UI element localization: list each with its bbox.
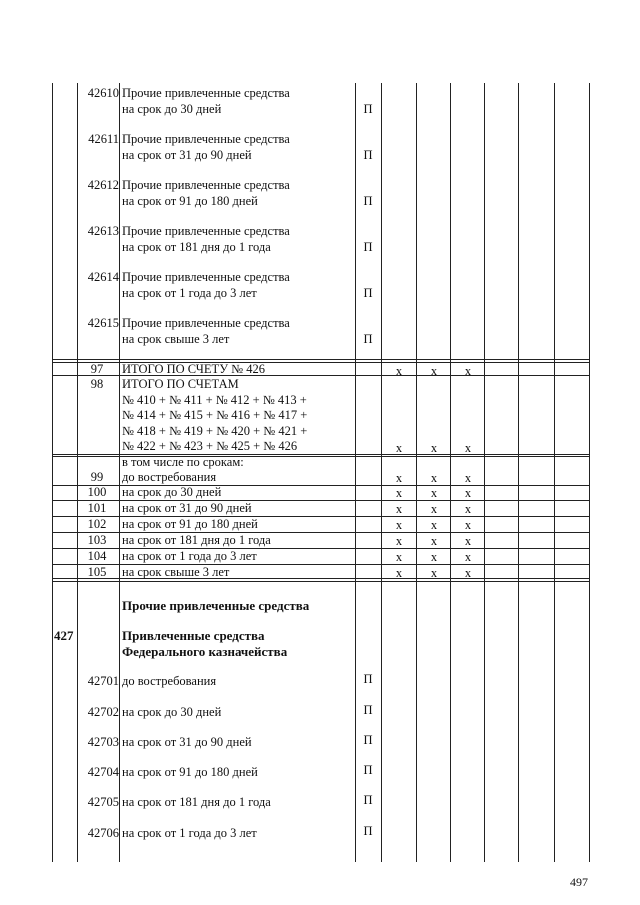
total-row-text: № 410 + № 411 + № 412 + № 413 + — [122, 392, 307, 407]
term-row-label: на срок от 181 дня до 1 года — [122, 533, 271, 547]
term-row-number: 100 — [87, 485, 107, 499]
account-name: до востребования — [122, 674, 217, 688]
account-type-mark: П — [363, 824, 373, 838]
total-row-text: № 422 + № 423 + № 425 + № 426 — [122, 439, 298, 453]
total-row-text: № 418 + № 419 + № 420 + № 421 + — [122, 423, 308, 438]
grid-vline — [484, 83, 485, 862]
term-row-label: на срок до 30 дней — [122, 485, 222, 499]
account-name: на срок от 181 дня до 1 года — [122, 795, 271, 809]
term-row-label: на срок свыше 3 лет — [122, 565, 230, 579]
account-type-mark: П — [363, 793, 373, 807]
x-mark: x — [430, 364, 438, 378]
x-mark: x — [395, 518, 403, 532]
account-name: на срок от 31 до 90 дней — [122, 735, 252, 749]
term-row-label: до востребования — [122, 470, 217, 484]
account-type-mark: П — [363, 763, 373, 777]
grid-vline — [518, 83, 519, 862]
section-subtitle: Федерального казначейства — [122, 644, 288, 659]
x-mark: x — [464, 364, 472, 378]
x-mark: x — [395, 566, 403, 580]
account-code: 42704 — [87, 765, 119, 779]
account-type-mark: П — [363, 703, 373, 717]
account-code: 42702 — [87, 705, 119, 719]
x-mark: x — [395, 502, 403, 516]
account-name-line: на срок до 30 дней — [122, 101, 222, 116]
account-name-line: на срок от 31 до 90 дней — [122, 147, 252, 162]
account-name: на срок от 91 до 180 дней — [122, 765, 258, 779]
x-mark: x — [395, 471, 403, 485]
term-row-number: 103 — [87, 533, 107, 547]
account-name-line: Прочие привлеченные средства — [122, 224, 290, 238]
grid-vline — [416, 83, 417, 862]
x-mark: x — [464, 486, 472, 500]
account-code: 42701 — [87, 674, 119, 688]
account-name: на срок от 1 года до 3 лет — [122, 826, 257, 840]
account-code: 42614 — [87, 270, 119, 284]
x-mark: x — [395, 534, 403, 548]
grid-vline — [589, 83, 590, 862]
total-row-text: ИТОГО ПО СЧЕТАМ — [122, 377, 239, 391]
account-type-mark: П — [363, 672, 373, 686]
account-code: 42613 — [87, 224, 119, 238]
account-name-line: на срок свыше 3 лет — [122, 331, 230, 346]
account-type-mark: П — [363, 101, 373, 116]
account-code: 42610 — [87, 86, 119, 100]
grid-vline — [52, 83, 53, 862]
grid-vline — [450, 83, 451, 862]
account-code: 42706 — [87, 826, 119, 840]
account-code: 42612 — [87, 178, 119, 192]
x-mark: x — [464, 518, 472, 532]
term-row-number: 105 — [87, 565, 107, 579]
section-title: Прочие привлеченные средства — [122, 598, 310, 613]
terms-header: в том числе по срокам: — [122, 455, 244, 469]
grid-vline — [381, 83, 382, 862]
x-mark: x — [464, 550, 472, 564]
account-name-line: на срок от 91 до 180 дней — [122, 193, 258, 208]
x-mark: x — [464, 502, 472, 516]
account-number: 427 — [54, 628, 74, 643]
account-name-line: Прочие привлеченные средства — [122, 316, 290, 330]
account-type-mark: П — [363, 193, 373, 208]
x-mark: x — [430, 486, 438, 500]
term-row-label: на срок от 91 до 180 дней — [122, 517, 258, 531]
grid-vline — [119, 83, 120, 862]
x-mark: x — [395, 364, 403, 378]
x-mark: x — [430, 518, 438, 532]
x-mark: x — [395, 486, 403, 500]
grid-vline — [554, 83, 555, 862]
account-type-mark: П — [363, 733, 373, 747]
total-row-text: ИТОГО ПО СЧЕТУ № 426 — [122, 362, 265, 376]
term-row-label: на срок от 1 года до 3 лет — [122, 549, 257, 563]
term-row-number: 101 — [87, 501, 107, 515]
x-mark: x — [430, 502, 438, 516]
account-type-mark: П — [363, 331, 373, 346]
total-row-number: 97 — [90, 362, 104, 376]
page-number: 497 — [570, 875, 588, 889]
account-code: 42703 — [87, 735, 119, 749]
account-name-line: на срок от 1 года до 3 лет — [122, 285, 257, 300]
x-mark: x — [464, 471, 472, 485]
term-row-number: 102 — [87, 517, 107, 531]
term-row-number: 104 — [87, 549, 107, 563]
x-mark: x — [430, 550, 438, 564]
account-code: 42615 — [87, 316, 119, 330]
x-mark: x — [430, 566, 438, 580]
grid-vline — [355, 83, 356, 862]
x-mark: x — [430, 471, 438, 485]
x-mark: x — [395, 441, 403, 455]
grid-hline — [52, 581, 589, 582]
section-subtitle: Привлеченные средства — [122, 628, 265, 643]
account-name-line: Прочие привлеченные средства — [122, 86, 290, 100]
total-row-text: № 414 + № 415 + № 416 + № 417 + — [122, 408, 308, 422]
x-mark: x — [464, 566, 472, 580]
x-mark: x — [395, 550, 403, 564]
account-name-line: Прочие привлеченные средства — [122, 178, 290, 192]
x-mark: x — [464, 534, 472, 548]
account-name-line: Прочие привлеченные средства — [122, 132, 290, 146]
total-row-number: 98 — [90, 377, 104, 391]
account-name-line: на срок от 181 дня до 1 года — [122, 239, 271, 254]
account-name-line: Прочие привлеченные средства — [122, 270, 290, 284]
term-row-number: 99 — [90, 470, 104, 484]
term-row-label: на срок от 31 до 90 дней — [122, 501, 252, 515]
account-code: 42611 — [88, 132, 119, 146]
x-mark: x — [464, 441, 472, 455]
grid-hline — [52, 359, 589, 360]
account-code: 42705 — [87, 795, 119, 809]
account-type-mark: П — [363, 147, 373, 162]
x-mark: x — [430, 441, 438, 455]
account-type-mark: П — [363, 285, 373, 300]
x-mark: x — [430, 534, 438, 548]
account-type-mark: П — [363, 239, 373, 254]
account-name: на срок до 30 дней — [122, 705, 222, 719]
